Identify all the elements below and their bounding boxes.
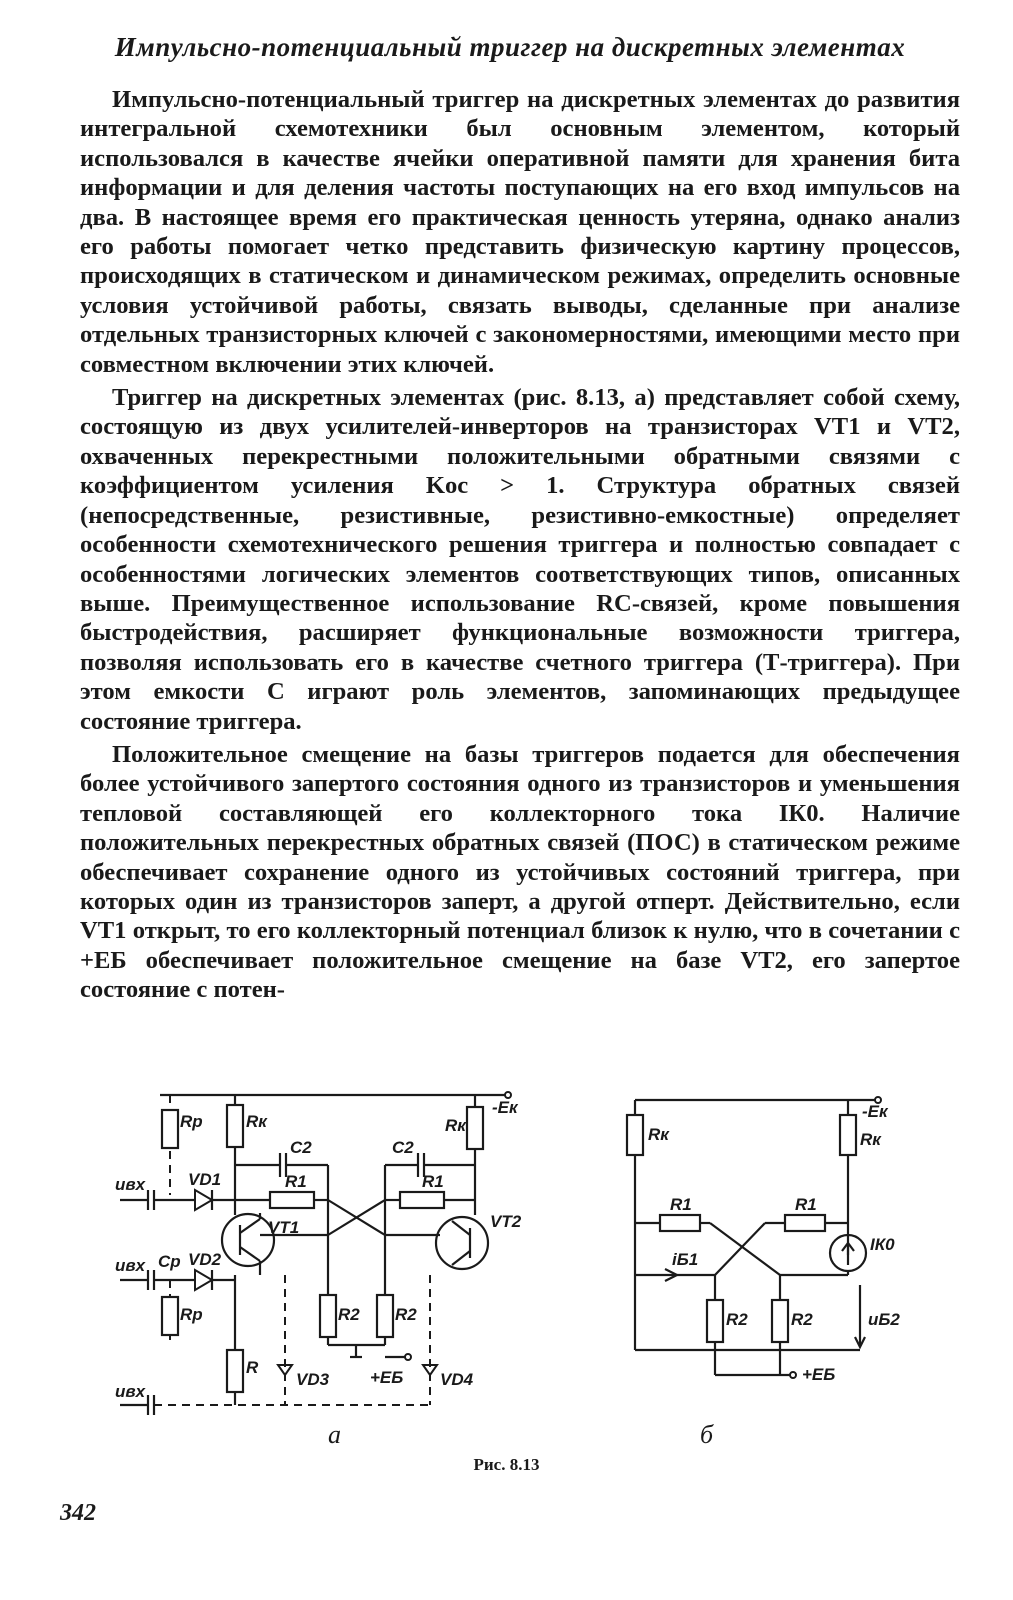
label-a-rk-left: Rк	[246, 1112, 267, 1131]
label-a-ek: -Eк	[492, 1098, 518, 1117]
label-b-ub2: uБ2	[868, 1310, 900, 1329]
figure-caption: Рис. 8.13	[473, 1455, 540, 1474]
paragraph-3: Положительное смещение на базы триггеров подается для обеспечения более устойчивого запертого состояния одного из транзисторов и уменьшения тепловой составляющей его коллекторного тока IК0. Наличие положительных перекрестных обратных связей (ПОС) в статическом режиме обеспечивает сохранение одного из устойчивых состояний триггера, при которых один из транзисторов заперт, а другой отперт. Действительно, если VT1 открыт, то его коллекторный потенциал близок к нулю, что в сочетании с +EБ обеспечивает положительное смещение на базе VT2, его запертое состояние с потен-	[80, 740, 960, 1004]
circuit-diagrams	[100, 1075, 960, 1495]
label-b-rk-left: Rк	[648, 1125, 669, 1144]
label-b-ek: -Eк	[862, 1102, 888, 1121]
label-a-r: R	[246, 1358, 259, 1377]
label-b-rk-right: Rк	[860, 1130, 881, 1149]
body-text	[80, 85, 960, 1009]
label-a-vd4: VD4	[440, 1370, 474, 1389]
label-b-eb: +EБ	[802, 1365, 836, 1384]
label-b-r1-left: R1	[670, 1195, 692, 1214]
label-b-r2-left: R2	[726, 1310, 748, 1329]
label-a-vt1: VT1	[268, 1218, 300, 1237]
label-a-vd1: VD1	[188, 1170, 222, 1189]
label-a-rp-bottom: Rр	[180, 1305, 203, 1324]
label-b-r1-right: R1	[795, 1195, 817, 1214]
label-a-c2-right: C2	[392, 1138, 414, 1157]
label-a-vd3: VD3	[296, 1370, 330, 1389]
label-a-r1-right: R1	[422, 1172, 444, 1191]
page-number: 342	[60, 1500, 96, 1526]
label-a-eb: +EБ	[370, 1368, 404, 1387]
label-b-ib1: iБ1	[672, 1250, 699, 1269]
paragraph-1: Импульсно-потенциальный триггер на дискретных элементах до развития интегральной схемотехники был основным элементом, который использовался в качестве ячейки оперативной памяти для хранения бита информации и для деления частоты поступающих на его вход импульсов на два. В настоящее время его практическая ценность утеряна, однако анализ его работы помогает четко представить физическую картину процессов, происходящих в статическом и динамическом режимах, определить основные условия устойчивой работы, связать выводы, сделанные при анализе отдельных транзисторных ключей с закономерностями, имеющими место при совместном включении этих ключей.	[80, 86, 960, 378]
label-a-c2-left: C2	[290, 1138, 312, 1157]
paragraph-2: Триггер на дискретных элементах (рис. 8.13, а) представляет собой схему, состоящую из двух усилителей-инверторов на транзисторах VT1 и VT2, охваченных перекрестными положительными обратными связями с коэффициентом усиления Kос > 1. Структура обратных связей (непосредственные, резистивные, резистивно-емкостные) определяет особенности схемотехнического решения триггера и полностью совпадает с особенностями логических элементов соответствующих типов, описанных выше. Преимущественное использование RC-связей, кроме повышения быстродействия, расширяет функциональные возможности триггера, позволяя использовать его в качестве счетного триггера (Т-триггера). При этом емкости C играют роль элементов, запоминающих предыдущее состояние триггера.	[80, 384, 960, 735]
label-a-uvx-bottom: uвх	[115, 1382, 146, 1401]
label-a-r2-left: R2	[338, 1305, 360, 1324]
label-a-r2-right: R2	[395, 1305, 417, 1324]
label-a-sub: а	[328, 1420, 341, 1449]
label-b-ik0: IК0	[870, 1235, 895, 1254]
schematic-a	[115, 1092, 522, 1449]
section-title: Импульсно-потенциальный триггер на дискретных элементах	[114, 32, 906, 62]
label-a-rk-right: Rк	[445, 1116, 466, 1135]
label-a-cp: Cр	[158, 1252, 181, 1271]
label-a-uvx-top: uвх	[115, 1175, 146, 1194]
label-a-r1-left: R1	[285, 1172, 307, 1191]
label-b-r2-right: R2	[791, 1310, 813, 1329]
label-a-rp-top: Rр	[180, 1112, 203, 1131]
schematic-b	[627, 1097, 900, 1449]
label-a-vt2: VT2	[490, 1212, 522, 1231]
label-b-sub: б	[700, 1420, 714, 1449]
label-a-vd2: VD2	[188, 1250, 222, 1269]
label-a-uvx-mid: uвх	[115, 1256, 146, 1275]
figure-8-13	[100, 1075, 960, 1495]
